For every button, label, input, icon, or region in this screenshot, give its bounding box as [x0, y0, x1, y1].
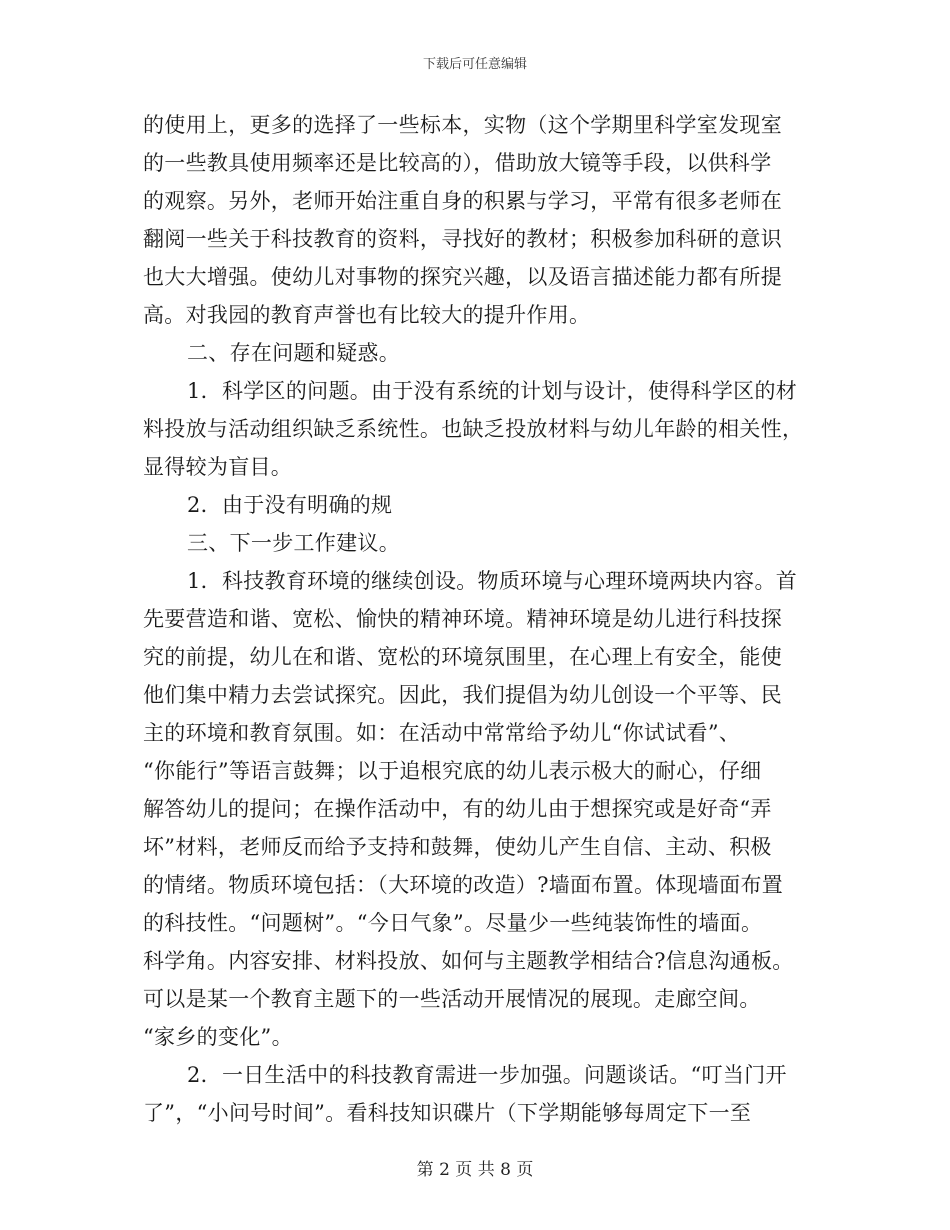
text-line: 坏”材料，老师反而给予支持和鼓舞，使幼儿产生自信、主动、积极: [143, 835, 772, 859]
text-line: 1．科技教育环境的继续创设。物质环境与心理环境两块内容。首: [187, 569, 798, 593]
text-line: 高。对我园的教育声誉也有比较大的提升作用。: [143, 303, 591, 327]
text-line: 科学角。内容安排、材料投放、如何与主题教学相结合?信息沟通板。: [143, 949, 794, 973]
text-line: 翻阅一些关于科技教育的资料，寻找好的教材；积极参加科研的意识: [143, 227, 782, 251]
text-line: 三、下一步工作建议。: [187, 531, 400, 555]
text-line: 主的环境和教育氛围。如：在活动中常常给予幼儿“你试试看”、: [143, 721, 741, 745]
text-line: 了”，“小问号时间”。看科技知识碟片（下学期能够每周定下一至: [143, 1101, 752, 1125]
text-line: 的科技性。“问题树”。“今日气象”。尽量少一些纯装饰性的墙面。: [143, 911, 763, 935]
page-header-note: 下载后可任意编辑: [422, 57, 527, 72]
text-line: 可以是某一个教育主题下的一些活动开展情况的展现。走廊空间。: [143, 987, 761, 1011]
text-line: 显得较为盲目。: [143, 455, 293, 479]
text-line: 他们集中精力去尝试探究。因此，我们提倡为幼儿创设一个平等、民: [143, 683, 782, 707]
text-line: 的情绪。物质环境包括：（大环境的改造）?墙面布置。体现墙面布置: [143, 873, 784, 897]
text-line: 解答幼儿的提问；在操作活动中，有的幼儿由于想探究或是好奇“弄: [143, 797, 772, 821]
text-line: 2．由于没有明确的规: [187, 493, 393, 517]
text-line: “你能行”等语言鼓舞；以于追根究底的幼儿表示极大的耐心，仔细: [143, 759, 762, 783]
text-line: 二、存在问题和疑惑。: [187, 341, 400, 365]
text-line: 的观察。另外，老师开始注重自身的积累与学习，平常有很多老师在: [143, 189, 782, 213]
body-text: [143, 106, 813, 1132]
text-line: 的一些教具使用频率还是比较高的），借助放大镜等手段，以供科学: [143, 151, 772, 175]
text-line: 究的前提，幼儿在和谐、宽松的环境氛围里，在心理上有安全，能使: [143, 645, 782, 669]
text-line: 先要营造和谐、宽松、愉快的精神环境。精神环境是幼儿进行科技探: [143, 607, 782, 631]
text-line: 的使用上，更多的选择了一些标本，实物（这个学期里科学室发现室: [143, 113, 782, 137]
text-line: “家乡的变化”。: [143, 1025, 293, 1049]
page-footer-number: 第 2 页 共 8 页: [416, 1160, 534, 1180]
text-line: 1．科学区的问题。由于没有系统的计划与设计，使得科学区的材: [187, 379, 798, 403]
text-line: 也大大增强。使幼儿对事物的探究兴趣，以及语言描述能力都有所提: [143, 265, 782, 289]
text-line: 2．一日生活中的科技教育需进一步加强。问题谈话。“叮当门开: [187, 1063, 787, 1087]
text-line: 料投放与活动组织缺乏系统性。也缺乏投放材料与幼儿年龄的相关性，: [143, 417, 804, 441]
